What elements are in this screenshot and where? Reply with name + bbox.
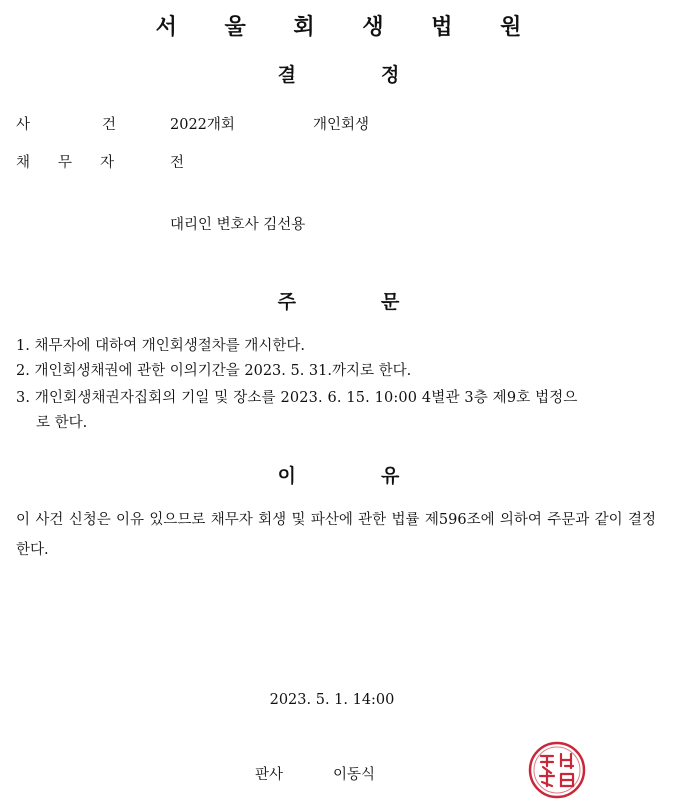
judge-title: 판사 xyxy=(255,767,284,783)
order-item-3-continued: 로 한다. xyxy=(36,415,88,431)
court-seal-icon xyxy=(527,740,587,800)
debtor-label: 채 무 자 xyxy=(16,155,115,171)
reason-heading-right-char: 유 xyxy=(381,465,400,487)
order-heading-right-char: 문 xyxy=(381,291,400,313)
heading-left-char: 결 xyxy=(277,64,296,86)
case-label: 사 건 xyxy=(16,117,117,133)
decision-date: 2023. 5. 1. 14:00 xyxy=(269,692,395,708)
reason-paragraph: 이 사건 신청은 이유 있으므로 채무자 회생 및 파산에 관한 법률 제596조에 의하여 주문과 같이 결정한다. xyxy=(16,512,656,558)
case-number: 2022개회 xyxy=(170,117,235,133)
order-item-3: 3. 개인회생채권자집회의 기일 및 장소를 2023. 6. 15. 10:00 4별관 3층 제9호 법정으 xyxy=(16,390,578,406)
heading-right-char: 정 xyxy=(381,64,400,86)
order-heading xyxy=(0,287,677,314)
order-item-2: 2. 개인회생채권에 관한 이의기간을 2023. 5. 31.까지로 한다. xyxy=(16,363,412,379)
case-type: 개인회생 xyxy=(313,117,370,133)
agent-line: 대리인 변호사 김선용 xyxy=(170,217,306,233)
court-title: 서 울 회 생 법 원 xyxy=(155,15,542,40)
reason-heading-left-char: 이 xyxy=(277,465,296,487)
order-item-1: 1. 채무자에 대하여 개인회생절차를 개시한다. xyxy=(16,338,306,354)
judge-name: 이동식 xyxy=(333,767,376,783)
reason-heading xyxy=(0,461,677,488)
order-heading-left-char: 주 xyxy=(277,291,296,313)
document-type-heading xyxy=(0,60,677,87)
debtor-name: 전 xyxy=(170,155,185,171)
